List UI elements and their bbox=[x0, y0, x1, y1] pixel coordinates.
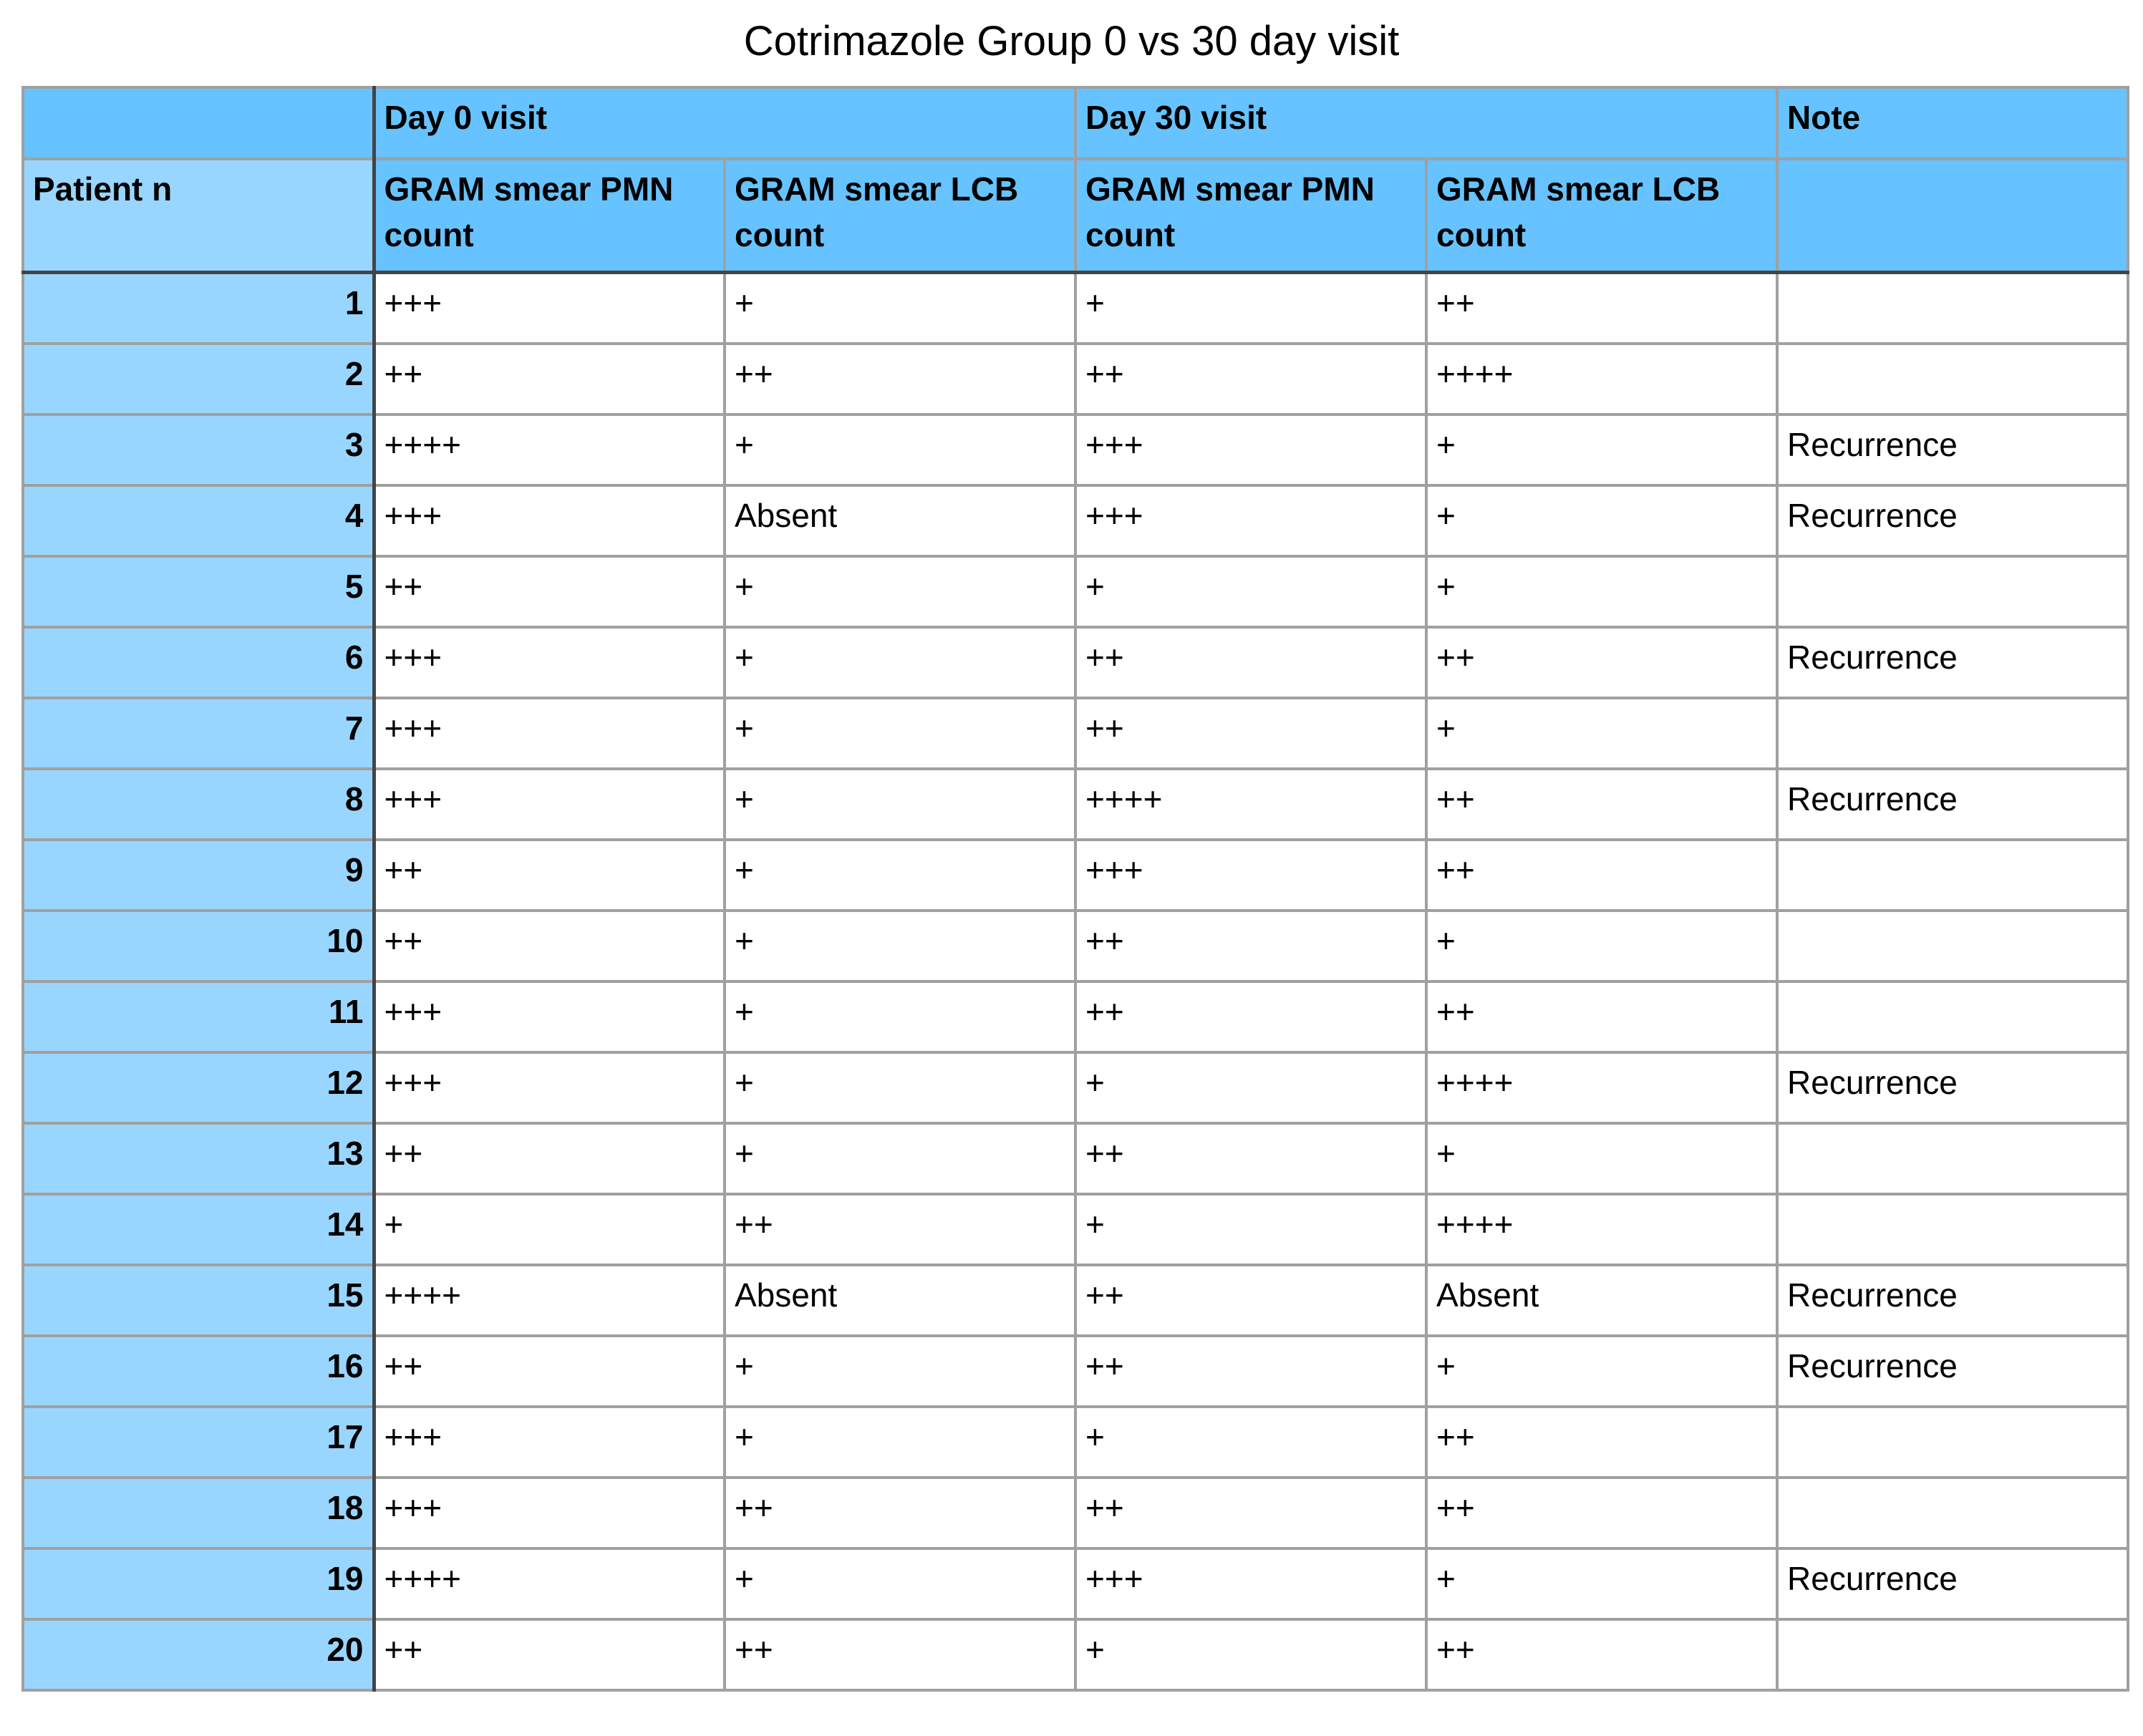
note-cell bbox=[1777, 556, 2128, 627]
table-row bbox=[23, 981, 2128, 1052]
day0-pmn-cell: +++ bbox=[374, 698, 725, 769]
day30-lcb-cell: + bbox=[1426, 556, 1777, 627]
patient-number-cell: 11 bbox=[23, 981, 374, 1052]
note-cell bbox=[1777, 981, 2128, 1052]
table-row bbox=[23, 485, 2128, 556]
patient-number-cell: 3 bbox=[23, 414, 374, 485]
note-cell: Recurrence bbox=[1777, 414, 2128, 485]
day30-pmn-cell: +++ bbox=[1075, 485, 1426, 556]
patient-number-cell: 5 bbox=[23, 556, 374, 627]
day0-pmn-cell: ++++ bbox=[374, 1548, 725, 1619]
day30-pmn-cell: ++ bbox=[1075, 1478, 1426, 1548]
day30-lcb-cell: ++++ bbox=[1426, 344, 1777, 414]
table-row bbox=[23, 627, 2128, 698]
note-cell bbox=[1777, 1619, 2128, 1690]
table-row bbox=[23, 1478, 2128, 1548]
note-cell: Recurrence bbox=[1777, 769, 2128, 840]
note-cell bbox=[1777, 698, 2128, 769]
day30-pmn-cell: ++ bbox=[1075, 698, 1426, 769]
day0-lcb-cell: + bbox=[725, 1123, 1075, 1194]
column-header-patient: Patient n bbox=[23, 159, 374, 273]
day0-pmn-cell: ++++ bbox=[374, 414, 725, 485]
day0-lcb-cell: ++ bbox=[725, 344, 1075, 414]
day30-pmn-cell: + bbox=[1075, 556, 1426, 627]
day30-pmn-cell: + bbox=[1075, 1052, 1426, 1123]
day30-lcb-cell: ++ bbox=[1426, 273, 1777, 344]
day0-pmn-cell: +++ bbox=[374, 1478, 725, 1548]
day0-pmn-cell: ++ bbox=[374, 1336, 725, 1407]
table-row bbox=[23, 1407, 2128, 1478]
day30-lcb-cell: ++++ bbox=[1426, 1052, 1777, 1123]
day0-lcb-cell: + bbox=[725, 911, 1075, 981]
day30-lcb-cell: + bbox=[1426, 698, 1777, 769]
patient-number-cell: 8 bbox=[23, 769, 374, 840]
day0-lcb-cell: + bbox=[725, 769, 1075, 840]
day30-lcb-cell: + bbox=[1426, 1548, 1777, 1619]
patient-number-cell: 13 bbox=[23, 1123, 374, 1194]
column-header-day30-pmn: GRAM smear PMN count bbox=[1075, 159, 1426, 273]
day0-pmn-cell: +++ bbox=[374, 981, 725, 1052]
day30-lcb-cell: ++ bbox=[1426, 1478, 1777, 1548]
table-row bbox=[23, 911, 2128, 981]
day0-lcb-cell: + bbox=[725, 1548, 1075, 1619]
patient-number-cell: 4 bbox=[23, 485, 374, 556]
day0-pmn-cell: +++ bbox=[374, 1407, 725, 1478]
table-row bbox=[23, 1548, 2128, 1619]
note-cell: Recurrence bbox=[1777, 1548, 2128, 1619]
day30-pmn-cell: + bbox=[1075, 1619, 1426, 1690]
day0-pmn-cell: + bbox=[374, 1194, 725, 1265]
patient-number-cell: 1 bbox=[23, 273, 374, 344]
table-row bbox=[23, 698, 2128, 769]
day0-pmn-cell: +++ bbox=[374, 273, 725, 344]
day0-lcb-cell: + bbox=[725, 414, 1075, 485]
day30-lcb-cell: ++ bbox=[1426, 627, 1777, 698]
column-header-day0-pmn: GRAM smear PMN count bbox=[374, 159, 725, 273]
day0-lcb-cell: ++ bbox=[725, 1478, 1075, 1548]
day30-pmn-cell: +++ bbox=[1075, 414, 1426, 485]
note-cell bbox=[1777, 1123, 2128, 1194]
note-cell bbox=[1777, 1194, 2128, 1265]
day30-pmn-cell: ++++ bbox=[1075, 769, 1426, 840]
patient-number-cell: 10 bbox=[23, 911, 374, 981]
note-cell bbox=[1777, 344, 2128, 414]
day30-lcb-cell: ++ bbox=[1426, 1407, 1777, 1478]
day30-pmn-cell: ++ bbox=[1075, 911, 1426, 981]
day30-pmn-cell: ++ bbox=[1075, 1265, 1426, 1336]
note-cell: Recurrence bbox=[1777, 627, 2128, 698]
day30-pmn-cell: + bbox=[1075, 273, 1426, 344]
patient-number-cell: 17 bbox=[23, 1407, 374, 1478]
note-cell bbox=[1777, 840, 2128, 911]
day0-lcb-cell: Absent bbox=[725, 485, 1075, 556]
patient-number-cell: 7 bbox=[23, 698, 374, 769]
day0-lcb-cell: + bbox=[725, 556, 1075, 627]
note-cell bbox=[1777, 911, 2128, 981]
column-header-day30-lcb: GRAM smear LCB count bbox=[1426, 159, 1777, 273]
day30-lcb-cell: Absent bbox=[1426, 1265, 1777, 1336]
data-table bbox=[21, 86, 2129, 1692]
table-row bbox=[23, 769, 2128, 840]
note-cell: Recurrence bbox=[1777, 1336, 2128, 1407]
day0-pmn-cell: +++ bbox=[374, 485, 725, 556]
corner-cell bbox=[23, 87, 374, 159]
patient-number-cell: 20 bbox=[23, 1619, 374, 1690]
table-row bbox=[23, 1619, 2128, 1690]
day0-lcb-cell: + bbox=[725, 273, 1075, 344]
patient-number-cell: 14 bbox=[23, 1194, 374, 1265]
day30-pmn-cell: +++ bbox=[1075, 840, 1426, 911]
note-cell: Recurrence bbox=[1777, 1265, 2128, 1336]
table-row bbox=[23, 1052, 2128, 1123]
column-header-day0-lcb: GRAM smear LCB count bbox=[725, 159, 1075, 273]
day0-lcb-cell: + bbox=[725, 981, 1075, 1052]
day0-pmn-cell: +++ bbox=[374, 627, 725, 698]
page-title: Cotrimazole Group 0 vs 30 day visit bbox=[743, 18, 1400, 64]
header-row-columns bbox=[23, 159, 2128, 273]
note-cell: Recurrence bbox=[1777, 485, 2128, 556]
day0-lcb-cell: + bbox=[725, 627, 1075, 698]
day0-lcb-cell: + bbox=[725, 698, 1075, 769]
day30-lcb-cell: + bbox=[1426, 1123, 1777, 1194]
day0-lcb-cell: + bbox=[725, 1052, 1075, 1123]
day30-lcb-cell: ++++ bbox=[1426, 1194, 1777, 1265]
day30-lcb-cell: ++ bbox=[1426, 840, 1777, 911]
patient-number-cell: 19 bbox=[23, 1548, 374, 1619]
group-header-note: Note bbox=[1777, 87, 2128, 159]
day0-pmn-cell: ++ bbox=[374, 1619, 725, 1690]
day0-pmn-cell: +++ bbox=[374, 769, 725, 840]
table-row bbox=[23, 344, 2128, 414]
note-cell bbox=[1777, 1407, 2128, 1478]
table-row bbox=[23, 1265, 2128, 1336]
day0-lcb-cell: + bbox=[725, 840, 1075, 911]
day30-pmn-cell: ++ bbox=[1075, 1123, 1426, 1194]
day30-pmn-cell: +++ bbox=[1075, 1548, 1426, 1619]
day30-pmn-cell: ++ bbox=[1075, 1336, 1426, 1407]
patient-number-cell: 16 bbox=[23, 1336, 374, 1407]
day0-lcb-cell: Absent bbox=[725, 1265, 1075, 1336]
day30-lcb-cell: + bbox=[1426, 485, 1777, 556]
table-row bbox=[23, 1194, 2128, 1265]
table-row bbox=[23, 273, 2128, 344]
day30-pmn-cell: + bbox=[1075, 1407, 1426, 1478]
table-row bbox=[23, 840, 2128, 911]
day0-pmn-cell: ++ bbox=[374, 911, 725, 981]
day0-lcb-cell: ++ bbox=[725, 1194, 1075, 1265]
day0-pmn-cell: ++ bbox=[374, 344, 725, 414]
table-row bbox=[23, 1123, 2128, 1194]
table-body bbox=[23, 87, 2128, 1690]
patient-number-cell: 12 bbox=[23, 1052, 374, 1123]
table-row bbox=[23, 414, 2128, 485]
patient-number-cell: 9 bbox=[23, 840, 374, 911]
header-row-groups bbox=[23, 87, 2128, 159]
patient-number-cell: 6 bbox=[23, 627, 374, 698]
day0-lcb-cell: ++ bbox=[725, 1619, 1075, 1690]
day30-lcb-cell: ++ bbox=[1426, 769, 1777, 840]
day0-pmn-cell: ++ bbox=[374, 1123, 725, 1194]
day0-lcb-cell: + bbox=[725, 1336, 1075, 1407]
note-cell bbox=[1777, 1478, 2128, 1548]
day30-pmn-cell: ++ bbox=[1075, 627, 1426, 698]
day0-pmn-cell: ++ bbox=[374, 556, 725, 627]
group-header-day30: Day 30 visit bbox=[1075, 87, 1777, 159]
day0-pmn-cell: ++ bbox=[374, 840, 725, 911]
patient-number-cell: 2 bbox=[23, 344, 374, 414]
group-header-day0: Day 0 visit bbox=[374, 87, 1075, 159]
patient-number-cell: 18 bbox=[23, 1478, 374, 1548]
day30-lcb-cell: + bbox=[1426, 1336, 1777, 1407]
day30-lcb-cell: + bbox=[1426, 911, 1777, 981]
day30-lcb-cell: ++ bbox=[1426, 1619, 1777, 1690]
day0-lcb-cell: + bbox=[725, 1407, 1075, 1478]
table-row bbox=[23, 1336, 2128, 1407]
day30-pmn-cell: + bbox=[1075, 1194, 1426, 1265]
day30-lcb-cell: + bbox=[1426, 414, 1777, 485]
patient-number-cell: 15 bbox=[23, 1265, 374, 1336]
day30-pmn-cell: ++ bbox=[1075, 344, 1426, 414]
note-cell: Recurrence bbox=[1777, 1052, 2128, 1123]
day30-pmn-cell: ++ bbox=[1075, 981, 1426, 1052]
day30-lcb-cell: ++ bbox=[1426, 981, 1777, 1052]
note-cell bbox=[1777, 273, 2128, 344]
column-header-note bbox=[1777, 159, 2128, 273]
day0-pmn-cell: +++ bbox=[374, 1052, 725, 1123]
day0-pmn-cell: ++++ bbox=[374, 1265, 725, 1336]
table-row bbox=[23, 556, 2128, 627]
